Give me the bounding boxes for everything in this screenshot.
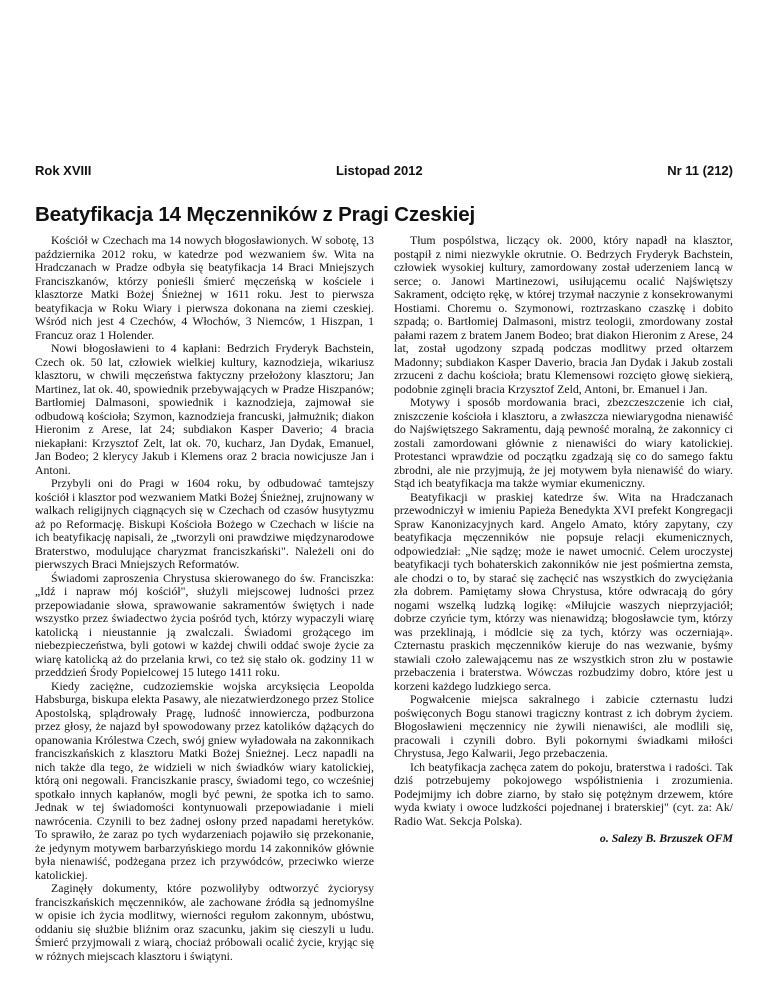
issue-header bbox=[35, 163, 733, 178]
issue-date: Listopad 2012 bbox=[335, 163, 423, 178]
paragraph: Motywy i sposób mordowania braci, zbezczeszczenie ich ciał, zniszczenie kościoła i klasztoru, a zwłaszcza niewiarygodna nienawiść do Najświętszego Sakramentu, dają pewność moralną, że zakonnicy ci zostali zamordowani głównie z nienawiści do wiary katolickiej. Protestanci wprawdzie od początku zgadzają się co do samego faktu zbrodni, ale nie przyjmują, że jej motywem była nienawiść do wiary. Stąd ich beatyfikacja ma także wymiar ekumeniczny. bbox=[394, 395, 733, 490]
paragraph: Przybyli oni do Pragi w 1604 roku, by odbudować tamtejszy kościół i klasztor pod wezwaniem Matki Bożej Śnieżnej, zrujnowany w walkach religijnych ciągnących się w Czechach od czasów husytyzmu aż po Reformację. Biskupi Kościoła Bożego w Czechach w liście na ich beatyfikację napisali, że „tworzyli oni prawdziwe międzynarodowe Braterstwo, modulujące charyzmat franciszkański". Należeli oni do pierwszych Braci Mniejszych Reformatów. bbox=[35, 476, 374, 571]
paragraph: Kiedy zaciężne, cudzoziemskie wojska arcyksięcia Leopolda Habsburga, biskupa elekta Pasawy, ale niezatwierdzonego przez Stolice Apostolską, splądrowały Pragę, ludność innowiercza, podburzona przez głosy, że najazd był spowodowany przez katolików dążących do opanowania Królestwa Czech, swój gniew wyładowała na zakonnikach franciszkańskich z klasztoru Matki Bożej Śnieżnej. Lecz napadli na nich także dla tego, że widzieli w nich świadków wiary katolickiej, którą oni negowali. Franciszkanie prascy, świadomi tego, co wcześniej spotkało innych kapłanów, mogli być pewni, że spotka ich to samo. Jednak w tej świadomości kontynuowali przepowiadanie i mieli nawrócenia. Czynili to bez żadnej osłony przed napadami heretyków. To sprawiło, że zaraz po tych wydarzeniach pojawiło się przekonanie, że jedynym motywem barbarzyńskiego mordu 14 zakonników głównie była nienawiść, podżegana przez ich przywódców, przeciwko wierze katolickiej. bbox=[35, 678, 374, 882]
issue-number: Nr 11 (212) bbox=[667, 163, 733, 178]
paragraph: Pogwałcenie miejsca sakralnego i zabicie czternastu ludzi poświęconych Bogu stanowi tragiczny kontrast z ich dobrym życiem. Błogosławieni męczennicy nie żywili nienawiści, ale modlili się, pracowali i czynili dobro. Byli pokornymi świadkami miłości Chrystusa, Jego Kalwarii, Jego przebaczenia. bbox=[394, 692, 733, 760]
paragraph: Kościół w Czechach ma 14 nowych błogosławionych. W sobotę, 13 października 2012 roku, w katedrze pod wezwaniem św. Wita na Hradczanach w Pradze odbyła się beatyfikacja 14 Braci Mniejszych Franciszkanów, którzy ponieśli śmierć męczeńską w kościele i klasztorze Matki Bożej Śnieżnej w 1611 roku. Jest to pierwsza beatyfikacja w Roku Wiary i pierwsza dokonana na ziemi czeskiej. Wśród nich jest 4 Czechów, 4 Włochów, 3 Niemców, 1 Hiszpan, 1 Francuz oraz 1 Holender. bbox=[35, 233, 374, 342]
paragraph: Nowi błogosławieni to 4 kapłani: Bedrzich Fryderyk Bachstein, Czech ok. 50 lat, człowiek wielkiej kultury, kaznodzieja, wikariusz klasztoru, w chwili męczeństwa faktyczny przełożony klasztoru; Jan Martinez, lat ok. 40, spowiednik przebywających w Pradze Hiszpanów; Bartłomiej Dalmasoni, spowiednik i kaznodzieja, zajmował sie odbudową kościoła; Szymon, kaznodzieja francuski, jałmużnik; diakon Hieronim z Arese, lat 24; subdiakon Kasper Daverio; 4 bracia niekapłani: Krzysztof Zelt, lat ok. 70, kucharz, Jan Dydak, Emanuel, Jan Bodeo; 2 klerycy Jakub i Klemens oraz 2 bracia nowicjusze Jan i Antoni. bbox=[35, 341, 374, 477]
paragraph: Zaginęły dokumenty, które pozwoliłyby odtworzyć życiorysy franciszkańskich męczenników, ale zachowane źródła są jednomyślne w opisie ich życia modlitwy, wierności regułom zakonnym, ubóstwu, oddaniu się służbie bliźnim oraz szacunku, jakim się cieszyli u ludu. Śmierć przyjmowali z wiarą, chociaż próbowali ocalić życie, kryjąc się w różnych miejscach klasztoru i świątyni. bbox=[35, 881, 374, 963]
article-title: Beatyfikacja 14 Męczenników z Pragi Czeskiej bbox=[35, 203, 476, 226]
paragraph: Ich beatyfikacja zachęca zatem do pokoju, braterstwa i radości. Tak dziś potrzebujemy pokojowego współistnienia i zrozumienia. Podejmijmy ich dobre ziarno, by stało się potężnym drzewem, które wyda kwiaty i owoce ludzkości pojednanej i braterskiej" (cyt. za: Ak/ Radio Wat. Sekcja Polska). bbox=[394, 759, 733, 828]
paragraph: Świadomi zaproszenia Chrystusa skierowanego do św. Franciszka: „Idź i napraw mój kościół", służyli miejscowej ludności przez przepowiadanie słowa, sprawowanie sakramentów świętych i nade wszystko przez świadectwo życia pośród tych, którzy wypaczyli wiarę katolicką i nieustannie ją zwalczali. Świadomi grożącego im niebezpieczeństwa, byli gotowi w każdej chwili oddać swoje życie za wiarę katolicką aż do przelania krwi, co też się stało ok. godziny 11 w przeddzień Środy Popielcowej 15 lutego 1411 roku. bbox=[35, 570, 374, 679]
paragraph: Beatyfikacji w praskiej katedrze św. Wita na Hradczanach przewodniczył w imieniu Papieża Benedykta XVI prefekt Kongregacji Spraw Kanonizacyjnych kard. Angelo Amato, który zapytany, czy beatyfikacja męczenników nie popsuje relacji ekumenicznych, odpowiedział: „Nie sądzę; może ie nawet umocnić. Celem uroczystej beatyfikacji tych bohaterskich zakonników nie jest pośmiertna zemsta, ale chodzi o to, by starać się zachęcić nas wszystkich do zwyciężania zła dobrem. Pamiętamy słowa Chrystusa, które odwracają do góry nogami wszelką ludzką logikę: «Miłujcie waszych nieprzyjaciół; dobrze czyńcie tym, którzy was nienawidzą; błogosławcie tym, którzy was przeklinają, i módlcie się za tych, którzy was oczerniają». Czternastu praskich męczenników kieruje do nas wezwanie, byśmy stawiali czoło zalewającemu nas ze wszystkich stron złu w postawie przebaczenia i braterstwa. Wówczas rozbudzimy dobro, które jest u korzeni każdego ludzkiego serca. bbox=[394, 489, 733, 693]
author-signature: o. Salezy B. Brzuszek OFM bbox=[599, 831, 733, 845]
issue-year: Rok XVIII bbox=[35, 163, 92, 178]
article-body bbox=[35, 234, 733, 974]
paragraph: Tłum pospólstwa, liczący ok. 2000, który napadł na klasztor, postąpił z nimi niezwykle okrutnie. O. Bedrzych Fryderyk Bachstein, człowiek wysokiej kultury, zamordowany został uderzeniem lancą w serce; o. Janowi Martinezowi, usiłującemu ocalić Najświętszy Sakrament, odcięto rękę, w której trzymał naczynie z konsekrowanymi Hostiami. Choremu o. Szymonowi, roztrzaskano czaszkę i dobito szpadą; o. Bartłomiej Dalmasoni, mistrz teologii, zmordowany został pałami razem z bratem Janem Bodeo; brat diakon Hieronim z Arese, 24 lat, został ugodzony szpadą podczas modlitwy przed ołtarzem Madonny; subdiakon Kasper Daverio, bracia Jan Dydak i Jakub zostali zrzuceni z dachu kościoła; bratu Klemensowi rozcięto głowę siekierą, podobnie zginęli bracia Krzysztof Zeld, Antoni, br. Emanuel i Jan. bbox=[394, 233, 733, 396]
